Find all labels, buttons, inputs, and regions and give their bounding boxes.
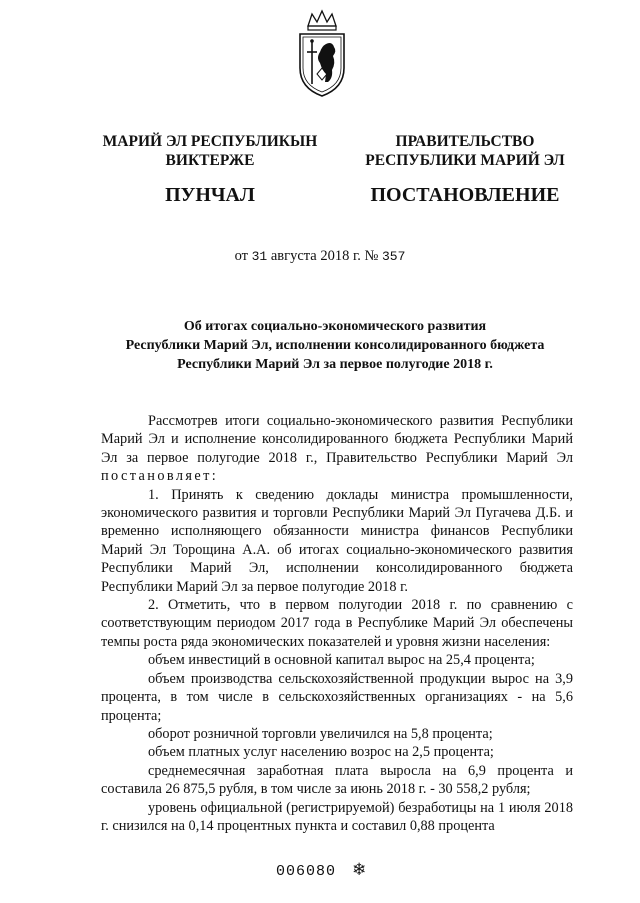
date-prefix: от: [234, 248, 248, 264]
header-right-line1: ПРАВИТЕЛЬСТВО: [395, 133, 535, 150]
document-number: 357: [382, 249, 406, 264]
intro-paragraph: [101, 412, 573, 486]
resolves-word: постановляет:: [101, 468, 219, 485]
document-body: [101, 412, 573, 835]
indicator-item: объем инвестиций в основной капитал вырос на 25,4 процента;: [148, 652, 535, 669]
indicator-item: среднемесячная заработная плата выросла на 6,9 процента и составила 26 875,5 рубля, в том числе за июнь 2018 г. - 30 558,2 рубля;: [101, 762, 573, 798]
indicator-item: объем производства сельскохозяйственной продукции вырос на 3,9 процента, в том числе в сельскохозяйственных организациях - на 5,6 процента;: [101, 670, 573, 724]
intro-text: Рассмотрев итоги социально-экономического развития Республики Марий Эл и исполнение консолидированного бюджета Республики Марий Эл за первое полугодие 2018 г., Правительство Республики Марий Эл: [101, 413, 573, 466]
subject-line-1: Об итогах социально-экономического развития: [183, 319, 487, 334]
header-right-block: [345, 132, 585, 206]
date-day: 31: [251, 249, 268, 264]
coat-of-arms-emblem: [296, 8, 348, 100]
header-left-title: ПУНЧАЛ: [165, 184, 255, 206]
indicator-item: оборот розничной торговли увеличился на 5,8 процента;: [148, 725, 493, 742]
subject-line-3: Республики Марий Эл за первое полугодие 2018 г.: [177, 357, 493, 372]
form-serial-number: 006080: [276, 863, 337, 880]
header-right-line2: РЕСПУБЛИКИ МАРИЙ ЭЛ: [365, 152, 565, 169]
date-month-year: августа 2018 г. №: [270, 248, 379, 264]
header-left-line1: МАРИЙ ЭЛ РЕСПУБЛИКЫН: [102, 133, 318, 150]
paragraph-2: 2. Отметить, что в первом полугодии 2018 г. по сравнению с соответствующим периодом 2017 года в Республике Марий Эл обеспечены темпы роста ряда экономических показателей и уровня жизни населения:: [101, 597, 573, 650]
paragraph-1: 1. Принять к сведению доклады министра промышленности, экономического развития и торговли Республики Марий Эл Пугачева Д.Б. и временно исполняющего обязанности министра финансов Республики Марий Эл Торощина А.А. об итогах социально-экономического развития Республики Марий Эл, исполнении консолидированного бюджета Республики Марий Эл за первое полугодие 2018 г.: [101, 486, 573, 595]
header-left-block: [90, 132, 330, 206]
snowflake-icon: ❄: [352, 860, 367, 879]
indicator-item: объем платных услуг населению возрос на 2,5 процента;: [148, 744, 494, 761]
document-subject: [90, 317, 580, 374]
header-right-title: ПОСТАНОВЛЕНИЕ: [370, 184, 560, 206]
header-left-line2: ВИКТЕРЖЕ: [165, 152, 255, 169]
document-date-line: [0, 248, 640, 265]
subject-line-2: Республики Марий Эл, исполнении консолидированного бюджета: [125, 338, 545, 353]
indicator-item: уровень официальной (регистрируемой) безработицы на 1 июля 2018 г. снизился на 0,14 процентных пункта и составил 0,88 процента: [101, 799, 573, 834]
